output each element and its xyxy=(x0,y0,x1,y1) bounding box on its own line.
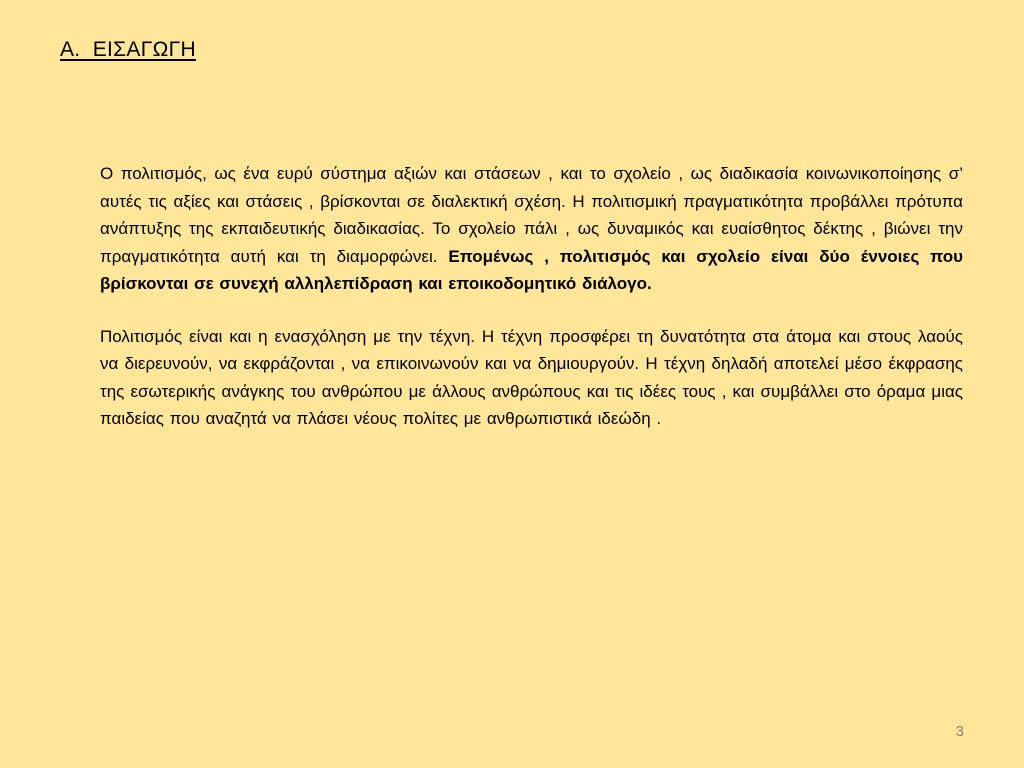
paragraph-culture-school-bold-conclusion: Επομένως , πολιτισμός και σχολείο είναι δύο έννοιες που βρίσκονται σε συνεχή αλληλεπίδραση και εποικοδομητικό διάλογο. xyxy=(100,246,963,293)
paragraph-culture-school xyxy=(100,160,963,298)
slide-title: Α. ΕΙΣΑΓΩΓΗ xyxy=(60,38,196,61)
page-number: 3 xyxy=(955,723,964,740)
paragraph-culture-school-text: Ο πολιτισμός, ως ένα ευρύ σύστημα αξιών και στάσεων , και το σχολείο , ως διαδικασία κοινωνικοποίησης σ’ αυτές τις αξίες και στάσεις , βρίσκονται σε διαλεκτική σχέση. Η πολιτισμική πραγματικότητα προβάλλει πρότυπα ανάπτυξης της εκπαιδευτικής διαδικασίας. Το σχολείο πάλι , ως δυναμικός και ευαίσθητος δέκτης , βιώνει την πραγματικότητα αυτή και τη διαμορφώνει. xyxy=(100,164,963,266)
slide-body xyxy=(100,160,963,433)
paragraph-culture-art: Πολιτισμός είναι και η ενασχόληση με την τέχνη. Η τέχνη προσφέρει τη δυνατότητα στα άτομα και στους λαούς να διερευνούν, να εκφράζονται , να επικοινωνούν και να δημιουργούν. Η τέχνη δηλαδή αποτελεί μέσο έκφρασης της εσωτερικής ανάγκης του ανθρώπου με άλλους ανθρώπους και τις ιδέες τους , και συμβάλλει στο όραμα μιας παιδείας που αναζητά να πλάσει νέους πολίτες με ανθρωπιστικά ιδεώδη . xyxy=(100,326,963,428)
